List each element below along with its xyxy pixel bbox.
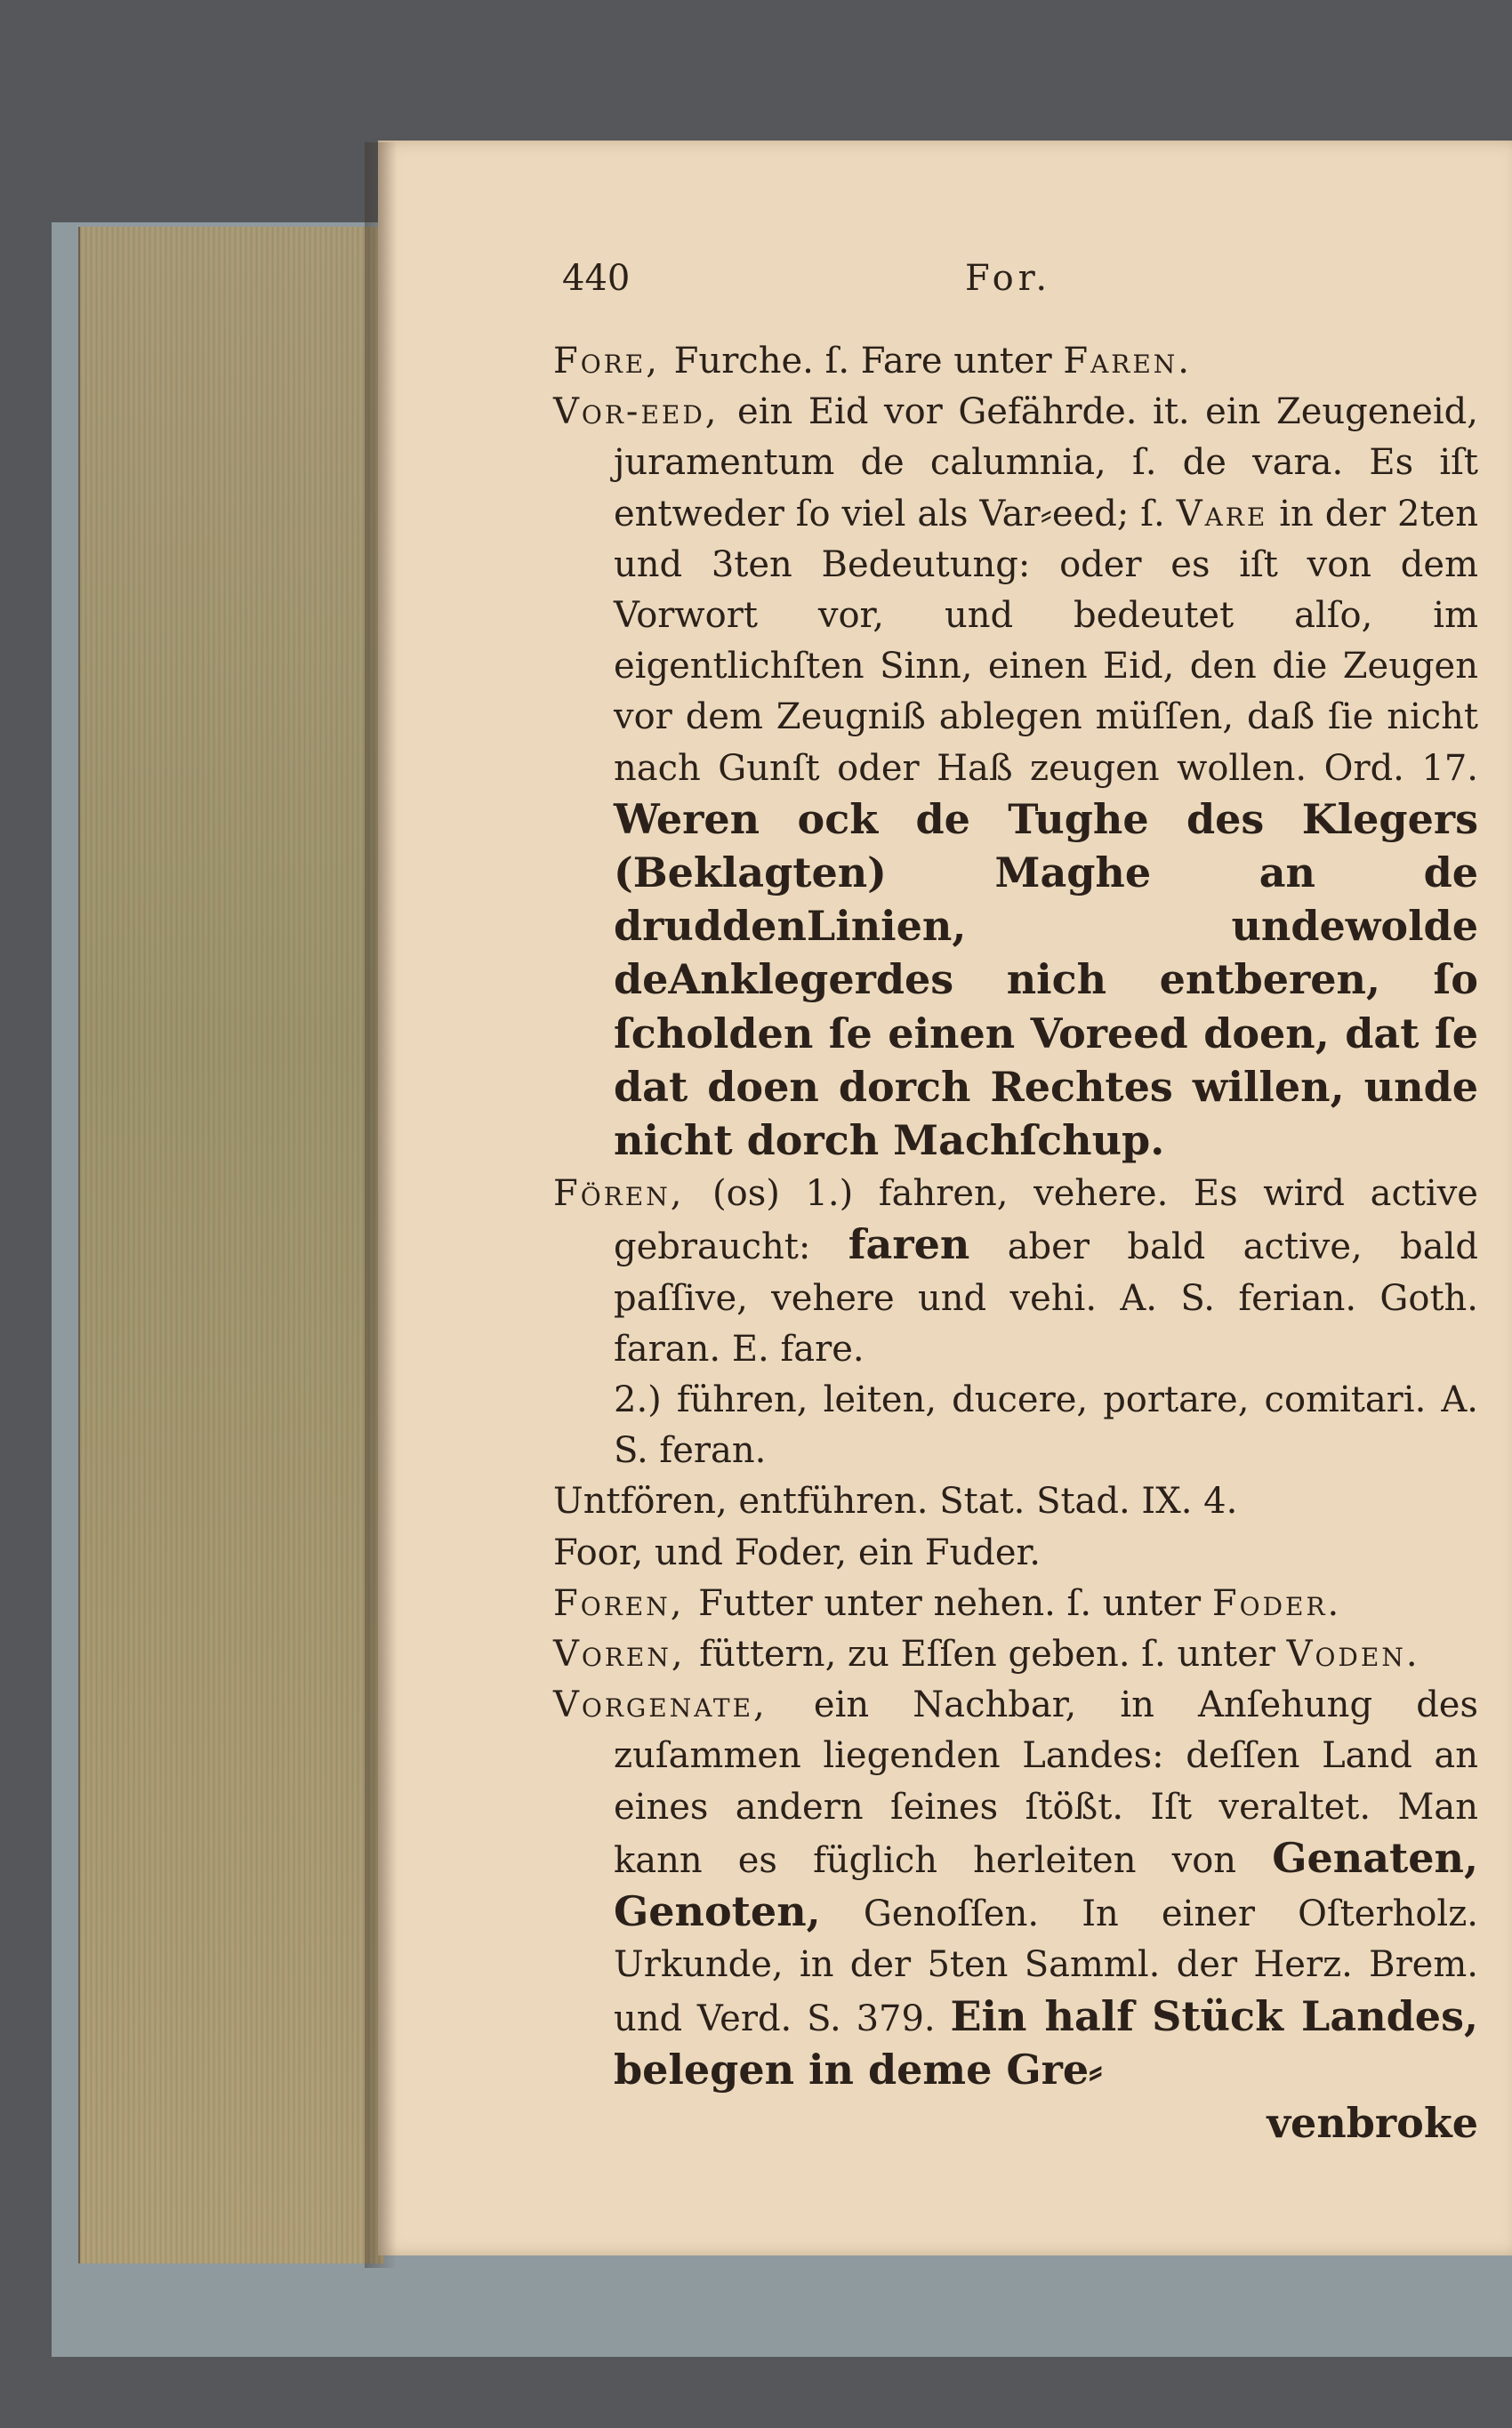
dictionary-entry-foren — [553, 1579, 1478, 1629]
dictionary-entry-fore — [553, 336, 1478, 387]
entry-text: Furche. ſ. Fare unter — [673, 341, 1064, 382]
headword: Foren, — [553, 1582, 699, 1624]
entry-text: ein Nachbar, in Anſehung des zuſammen liegenden Landes: deſſen Land an eines andern ſeines ſtößt. Iſt veraltet. Man kann es füglich herleiten von — [614, 1684, 1478, 1881]
entry-text: 2.) führen, leiten, ducere, portare, comitari. A. S. feran. — [614, 1379, 1478, 1472]
dictionary-entry-foeren — [553, 1169, 1478, 1375]
dictionary-entry-foeren-2 — [553, 1375, 1478, 1476]
entry-text: Untfören, entführen. Stat. Stad. IX. 4. — [553, 1481, 1238, 1523]
catchword: venbroke — [1267, 2098, 1478, 2147]
quotation-text: Weren ock de Tughe des Klegers (Beklagten) Maghe an de druddenLinien, undewolde deAnklegerdes nich entberen, ſo ſcholden ſe einen Voreed doen, dat ſe dat doen dorch Rechtes willen, unde nicht dorch Machſchup. — [614, 794, 1478, 1165]
dictionary-entry-vorgenate — [553, 1680, 1478, 2098]
quotation-text: Genaten, Genoten, — [614, 1833, 1478, 1936]
entry-text: aber bald active, bald paſſive, vehere und vehi. A. S. ferian. Goth. faran. E. fare. — [614, 1226, 1478, 1370]
dictionary-entry-untfoeren — [553, 1476, 1478, 1527]
gutter-shadow — [365, 142, 397, 2268]
headword: Voren, — [553, 1634, 700, 1676]
headword: Voden. — [1286, 1634, 1420, 1676]
page-number: 440 — [562, 258, 631, 299]
entry-text: Futter unter nehen. ſ. unter — [698, 1582, 1212, 1624]
headword: Vor-eed, — [553, 391, 738, 433]
headword: Foder. — [1211, 1582, 1342, 1624]
quotation-text: faren — [848, 1220, 970, 1269]
entry-text: Foor, und Foder, ein Fuder. — [553, 1532, 1041, 1573]
entry-text: füttern, zu Eſſen geben. ſ. unter — [699, 1634, 1287, 1676]
running-head: For. — [965, 258, 1052, 299]
headword: Fören, — [553, 1173, 713, 1215]
entry-text: in der 2ten und 3ten Bedeutung: oder es iſt von dem Vorwort vor, und bedeutet alſo, im eigentlichſten Sinn, einen Eid, den die Zeugen vor dem Zeugniß ablegen müſſen, daß ſie nicht nach Gunſt oder Haß zeugen wollen. Ord. 17. — [614, 493, 1478, 789]
headword: Vorgenate, — [553, 1684, 814, 1726]
quotation-text: Ein half Stück Landes, belegen in deme Gre⸗ — [614, 1991, 1478, 2094]
dictionary-entry-vor-eed — [553, 387, 1478, 1169]
headword: Vare — [1176, 493, 1268, 535]
headword: Faren. — [1063, 341, 1193, 382]
dictionary-entry-foor — [553, 1528, 1478, 1579]
dictionary-text — [553, 336, 1478, 2149]
headword: Fore, — [553, 341, 674, 382]
book-fore-edge — [78, 227, 384, 2263]
entry-text: (os) 1.) fahren, vehere. Es wird active gebraucht: — [614, 1173, 1478, 1268]
dictionary-entry-voren — [553, 1629, 1478, 1680]
entry-text: ein Eid vor Gefährde. it. ein Zeugeneid, juramentum de calumnia, ſ. de vara. Es iſt entweder ſo viel als Var⸗eed; ſ. — [614, 391, 1478, 535]
entry-text: Genoſſen. In einer Oſterholz. Urkunde, in der 5ten Samml. der Herz. Brem. und Verd. S. 379. — [614, 1893, 1478, 2039]
